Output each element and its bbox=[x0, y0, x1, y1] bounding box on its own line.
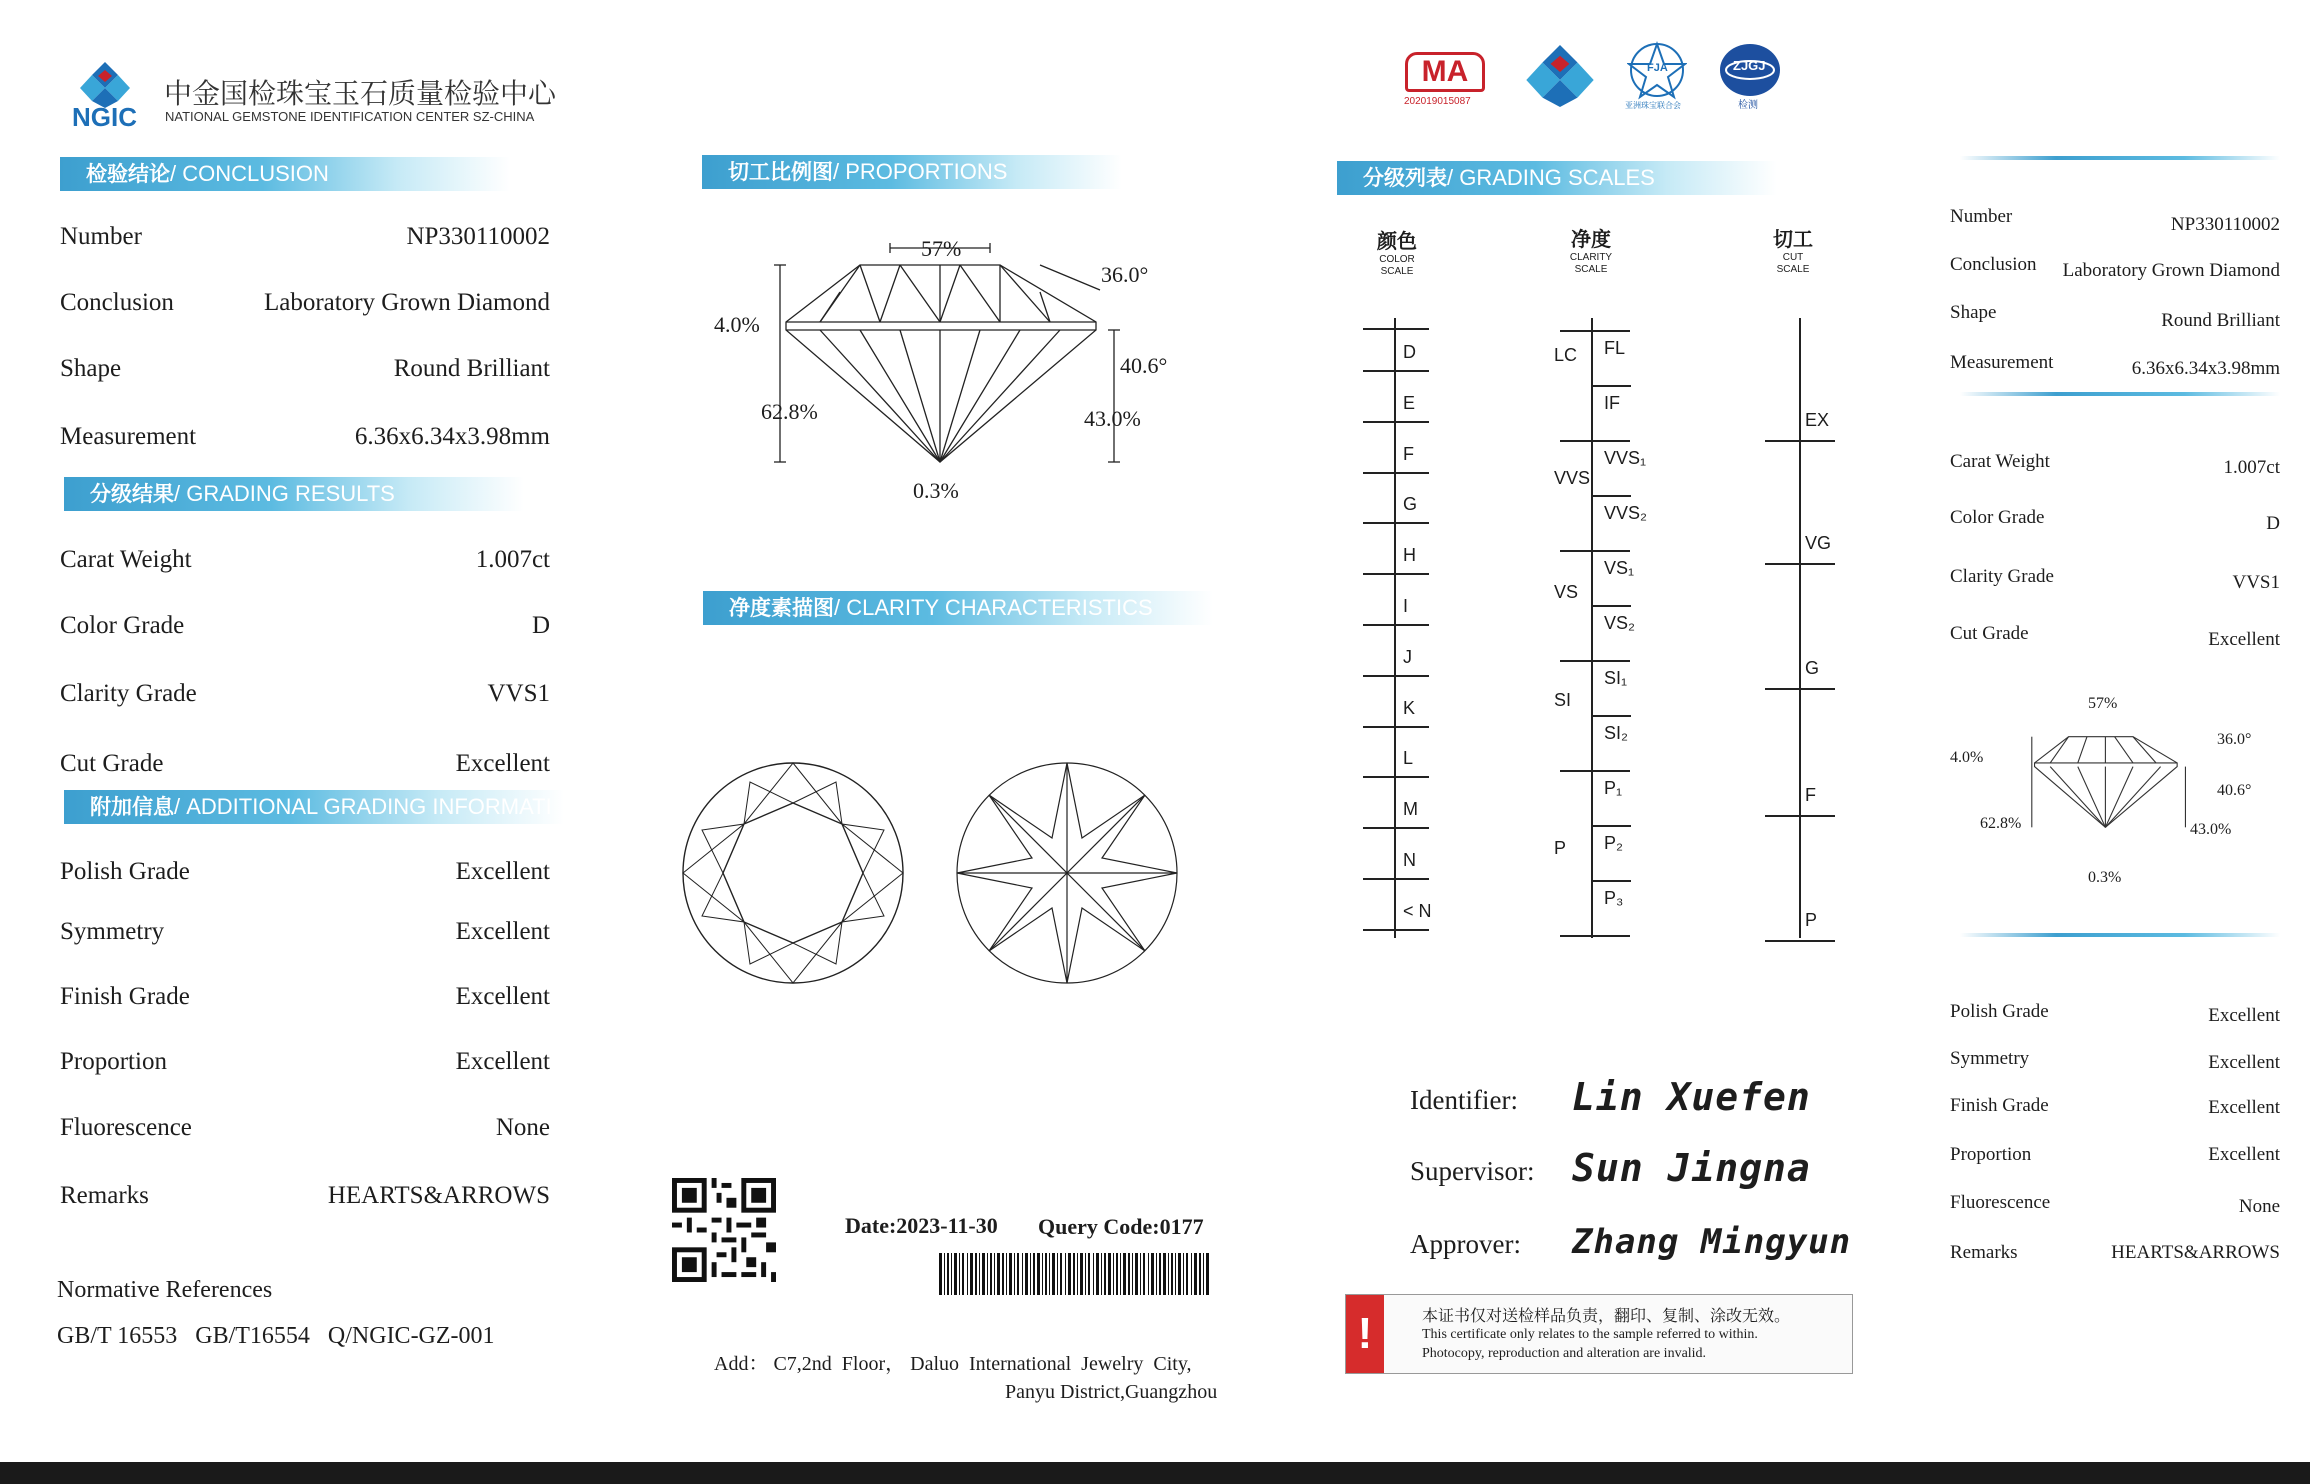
label-pavilion-angle: 40.6° bbox=[1120, 353, 1168, 378]
supervisor-label: Supervisor: bbox=[1410, 1156, 1535, 1186]
card-row-measurement: Measurement 6.36x6.34x3.98mm bbox=[1950, 352, 2280, 379]
approver-label: Approver: bbox=[1410, 1229, 1521, 1259]
card-row-color: Color Grade D bbox=[1950, 507, 2280, 534]
label-pavilion-depth: 43.0% bbox=[1084, 406, 1141, 431]
color-grade-label: E bbox=[1403, 392, 1416, 413]
clarity-scale-minor-tick bbox=[1591, 495, 1631, 497]
normative-title: Normative References bbox=[57, 1277, 273, 1303]
banner-additional: 附加信息/ ADDITIONAL GRADING INFORMATI bbox=[64, 790, 564, 824]
row-polish: Polish Grade Excellent bbox=[60, 858, 550, 885]
cut-scale-tick bbox=[1765, 815, 1835, 817]
color-scale-tick bbox=[1363, 726, 1429, 728]
row-finish: Finish Grade Excellent bbox=[60, 983, 550, 1010]
card-label-culet: 0.3% bbox=[2088, 869, 2122, 886]
card-row-polish: Polish Grade Excellent bbox=[1950, 1001, 2280, 1026]
clarity-grade-label: VS₂ bbox=[1604, 613, 1635, 633]
row-conclusion: Conclusion Laboratory Grown Diamond bbox=[60, 289, 550, 316]
cut-scale-axis bbox=[1799, 318, 1801, 938]
notice-box bbox=[1345, 1294, 1853, 1374]
card-label-crown-angle: 36.0° bbox=[2217, 731, 2252, 748]
clarity-scale-tick bbox=[1560, 440, 1630, 442]
clarity-scale-title: 净度 CLARITY SCALE bbox=[1569, 227, 1613, 275]
label-crown-angle: 36.0° bbox=[1101, 262, 1149, 287]
zjgj-caption: 检测 bbox=[1738, 100, 1758, 111]
cma-seal: MA bbox=[1405, 52, 1485, 92]
color-scale-tick bbox=[1363, 573, 1429, 575]
color-scale-tick bbox=[1363, 328, 1429, 330]
cut-grade-label: EX bbox=[1805, 410, 1830, 430]
card-row-clarity: Clarity Grade VVS1 bbox=[1950, 566, 2280, 593]
notice-en2: Photocopy, reproduction and alteration are invalid. bbox=[1422, 1346, 1707, 1361]
cut-grade-label: VG bbox=[1805, 533, 1832, 553]
bottom-edge bbox=[0, 1462, 2310, 1484]
notice-en1: This certificate only relates to the sample referred to within. bbox=[1422, 1327, 1758, 1342]
card-row-remarks: Remarks HEARTS&ARROWS bbox=[1950, 1242, 2280, 1263]
color-grade-label: I bbox=[1403, 596, 1409, 616]
color-scale-tick bbox=[1363, 929, 1429, 931]
cut-scale-tick bbox=[1765, 940, 1835, 942]
cut-scale-tick bbox=[1765, 688, 1835, 690]
clarity-group-label: LC bbox=[1554, 345, 1578, 365]
fja-text: FJA bbox=[1647, 62, 1668, 74]
identifier-label: Identifier: bbox=[1410, 1085, 1518, 1115]
color-scale-tick bbox=[1363, 624, 1429, 626]
warning-icon: ! bbox=[1346, 1295, 1384, 1373]
row-symmetry: Symmetry Excellent bbox=[60, 918, 550, 945]
cma-number: 202019015087 bbox=[1404, 96, 1471, 107]
color-scale-tick bbox=[1363, 370, 1429, 372]
color-grade-label: J bbox=[1403, 646, 1412, 667]
clarity-scale-tick bbox=[1560, 935, 1630, 937]
clarity-scale-minor-tick bbox=[1591, 385, 1631, 387]
row-number: Number NP330110002 bbox=[60, 223, 550, 250]
clarity-grade-label: P₂ bbox=[1604, 833, 1623, 853]
qr-code-icon bbox=[672, 1178, 776, 1282]
color-grade-label: < N bbox=[1403, 900, 1432, 921]
label-total-depth: 62.8% bbox=[761, 399, 818, 424]
clarity-scale-minor-tick bbox=[1591, 825, 1631, 827]
color-scale-axis bbox=[1394, 318, 1396, 938]
normative-refs: GB/T 16553 GB/T16554 Q/NGIC-GZ-001 bbox=[57, 1323, 495, 1349]
supervisor-signature: Sun Jingna bbox=[1572, 1146, 1811, 1190]
row-carat: Carat Weight 1.007ct bbox=[60, 546, 550, 573]
cut-grade-label: G bbox=[1805, 658, 1820, 678]
card-label-pavilion-depth: 43.0% bbox=[2190, 821, 2232, 838]
clarity-grade-label: IF bbox=[1604, 393, 1620, 413]
banner-conclusion: 检验结论/ CONCLUSION bbox=[60, 157, 510, 191]
row-fluorescence: Fluorescence None bbox=[60, 1114, 550, 1141]
address-line1: Add： C7,2nd Floor， Daluo International Jewelry City, bbox=[714, 1353, 1192, 1375]
card-row-cut: Cut Grade Excellent bbox=[1950, 623, 2280, 650]
clarity-group-label: VS bbox=[1554, 582, 1579, 602]
card-proportions-diagram bbox=[1995, 705, 2225, 865]
clarity-scale-tick bbox=[1560, 770, 1630, 772]
color-scale-tick bbox=[1363, 878, 1429, 880]
fja-caption: 亚洲珠宝联合会 bbox=[1625, 101, 1681, 110]
card-divider-top bbox=[1960, 156, 2280, 160]
clarity-scale-tick bbox=[1560, 550, 1630, 552]
color-scale-tick bbox=[1363, 522, 1429, 524]
issue-date: Date:2023-11-30 bbox=[845, 1213, 998, 1238]
clarity-scale-tick bbox=[1560, 660, 1630, 662]
banner-proportions: 切工比例图/ PROPORTIONS bbox=[702, 155, 1122, 189]
address-line2: Panyu District,Guangzhou bbox=[1005, 1381, 1218, 1403]
cut-scale-tick bbox=[1765, 563, 1835, 565]
clarity-scale-minor-tick bbox=[1591, 605, 1631, 607]
banner-grading-results: 分级结果/ GRADING RESULTS bbox=[64, 477, 524, 511]
notice-cn: 本证书仅对送检样品负责，翻印、复制、涂改无效。 bbox=[1422, 1306, 1791, 1325]
pavilion-view-diagram bbox=[952, 758, 1182, 988]
row-cut: Cut Grade Excellent bbox=[60, 750, 550, 777]
label-culet: 0.3% bbox=[913, 478, 959, 503]
color-scale-tick bbox=[1363, 827, 1429, 829]
ngic-seal-icon bbox=[1525, 45, 1595, 107]
row-proportion: Proportion Excellent bbox=[60, 1048, 550, 1075]
barcode-icon bbox=[939, 1253, 1209, 1295]
color-scale-tick bbox=[1363, 472, 1429, 474]
card-row-finish: Finish Grade Excellent bbox=[1950, 1095, 2280, 1118]
card-row-carat: Carat Weight 1.007ct bbox=[1950, 451, 2280, 478]
clarity-grade-label: VVS₁ bbox=[1604, 448, 1647, 468]
clarity-group-label: P bbox=[1554, 838, 1567, 858]
clarity-grade-label: P₃ bbox=[1604, 888, 1624, 908]
row-shape: Shape Round Brilliant bbox=[60, 355, 550, 382]
clarity-scale-minor-tick bbox=[1591, 880, 1631, 882]
approver-signature: Zhang Mingyun bbox=[1572, 1222, 1852, 1262]
color-scale-tick bbox=[1363, 421, 1429, 423]
clarity-scale-axis bbox=[1591, 318, 1593, 938]
color-scale-title: 颜色 COLOR SCALE bbox=[1377, 229, 1417, 277]
card-divider-3 bbox=[1960, 933, 2280, 937]
row-color: Color Grade D bbox=[60, 612, 550, 639]
clarity-grade-label: SI₁ bbox=[1604, 668, 1628, 688]
card-label-girdle: 4.0% bbox=[1950, 749, 1984, 766]
banner-clarity-characteristics: 净度素描图/ CLARITY CHARACTERISTICS bbox=[703, 591, 1213, 625]
brand-abbr: NGIC bbox=[72, 102, 137, 132]
clarity-group-label: SI bbox=[1554, 690, 1572, 710]
clarity-grade-label: P₁ bbox=[1604, 778, 1623, 798]
identifier-signature: Lin Xuefen bbox=[1572, 1075, 1811, 1119]
row-measurement: Measurement 6.36x6.34x3.98mm bbox=[60, 423, 550, 450]
query-code: Query Code:0177 bbox=[1038, 1214, 1204, 1239]
cut-grade-label: F bbox=[1805, 785, 1816, 805]
cut-scale-title: 切工 CUT SCALE bbox=[1773, 227, 1813, 275]
label-girdle: 4.0% bbox=[714, 312, 760, 337]
card-row-proportion: Proportion Excellent bbox=[1950, 1144, 2280, 1165]
cut-scale-tick bbox=[1765, 440, 1835, 442]
clarity-grade-label: VS₁ bbox=[1604, 558, 1635, 578]
clarity-grade-label: SI₂ bbox=[1604, 723, 1628, 743]
clarity-grade-label: VVS₂ bbox=[1604, 503, 1648, 523]
cut-grade-label: P bbox=[1805, 910, 1818, 930]
zjgj-text: ZJGJ bbox=[1733, 58, 1766, 73]
color-grade-label: L bbox=[1403, 748, 1414, 769]
row-remarks: Remarks HEARTS&ARROWS bbox=[60, 1182, 550, 1209]
color-grade-label: M bbox=[1403, 799, 1418, 820]
color-grade-label: G bbox=[1403, 494, 1418, 515]
color-grade-label: K bbox=[1403, 697, 1416, 718]
color-grade-label: F bbox=[1403, 443, 1414, 464]
banner-grading-scales: 分级列表/ GRADING SCALES bbox=[1337, 161, 1777, 195]
color-grade-label: N bbox=[1403, 850, 1416, 870]
card-row-fluorescence: Fluorescence None bbox=[1950, 1192, 2280, 1217]
clarity-scale-tick bbox=[1560, 330, 1630, 332]
card-label-total-depth: 62.8% bbox=[1980, 815, 2022, 832]
crown-view-diagram bbox=[678, 758, 908, 988]
card-divider-2 bbox=[1960, 392, 2280, 396]
color-scale-tick bbox=[1363, 675, 1429, 677]
label-table: 57% bbox=[921, 236, 962, 261]
card-row-conclusion: Conclusion Laboratory Grown Diamond bbox=[1950, 254, 2280, 281]
color-grade-label: D bbox=[1403, 342, 1416, 362]
clarity-scale-minor-tick bbox=[1591, 715, 1631, 717]
row-clarity: Clarity Grade VVS1 bbox=[60, 680, 550, 707]
card-row-number: Number NP330110002 bbox=[1950, 206, 2280, 235]
clarity-group-label: VVS bbox=[1554, 468, 1591, 488]
card-label-table: 57% bbox=[2088, 695, 2118, 712]
card-row-shape: Shape Round Brilliant bbox=[1950, 302, 2280, 331]
card-row-symmetry: Symmetry Excellent bbox=[1950, 1048, 2280, 1073]
brand-cn: 中金国检珠宝玉石质量检验中心 bbox=[164, 77, 557, 110]
brand-en: NATIONAL GEMSTONE IDENTIFICATION CENTER SZ-CHINA bbox=[165, 109, 535, 124]
color-scale-tick bbox=[1363, 776, 1429, 778]
clarity-grade-label: FL bbox=[1604, 338, 1626, 358]
color-grade-label: H bbox=[1403, 545, 1416, 566]
card-label-pavilion-angle: 40.6° bbox=[2217, 782, 2252, 799]
